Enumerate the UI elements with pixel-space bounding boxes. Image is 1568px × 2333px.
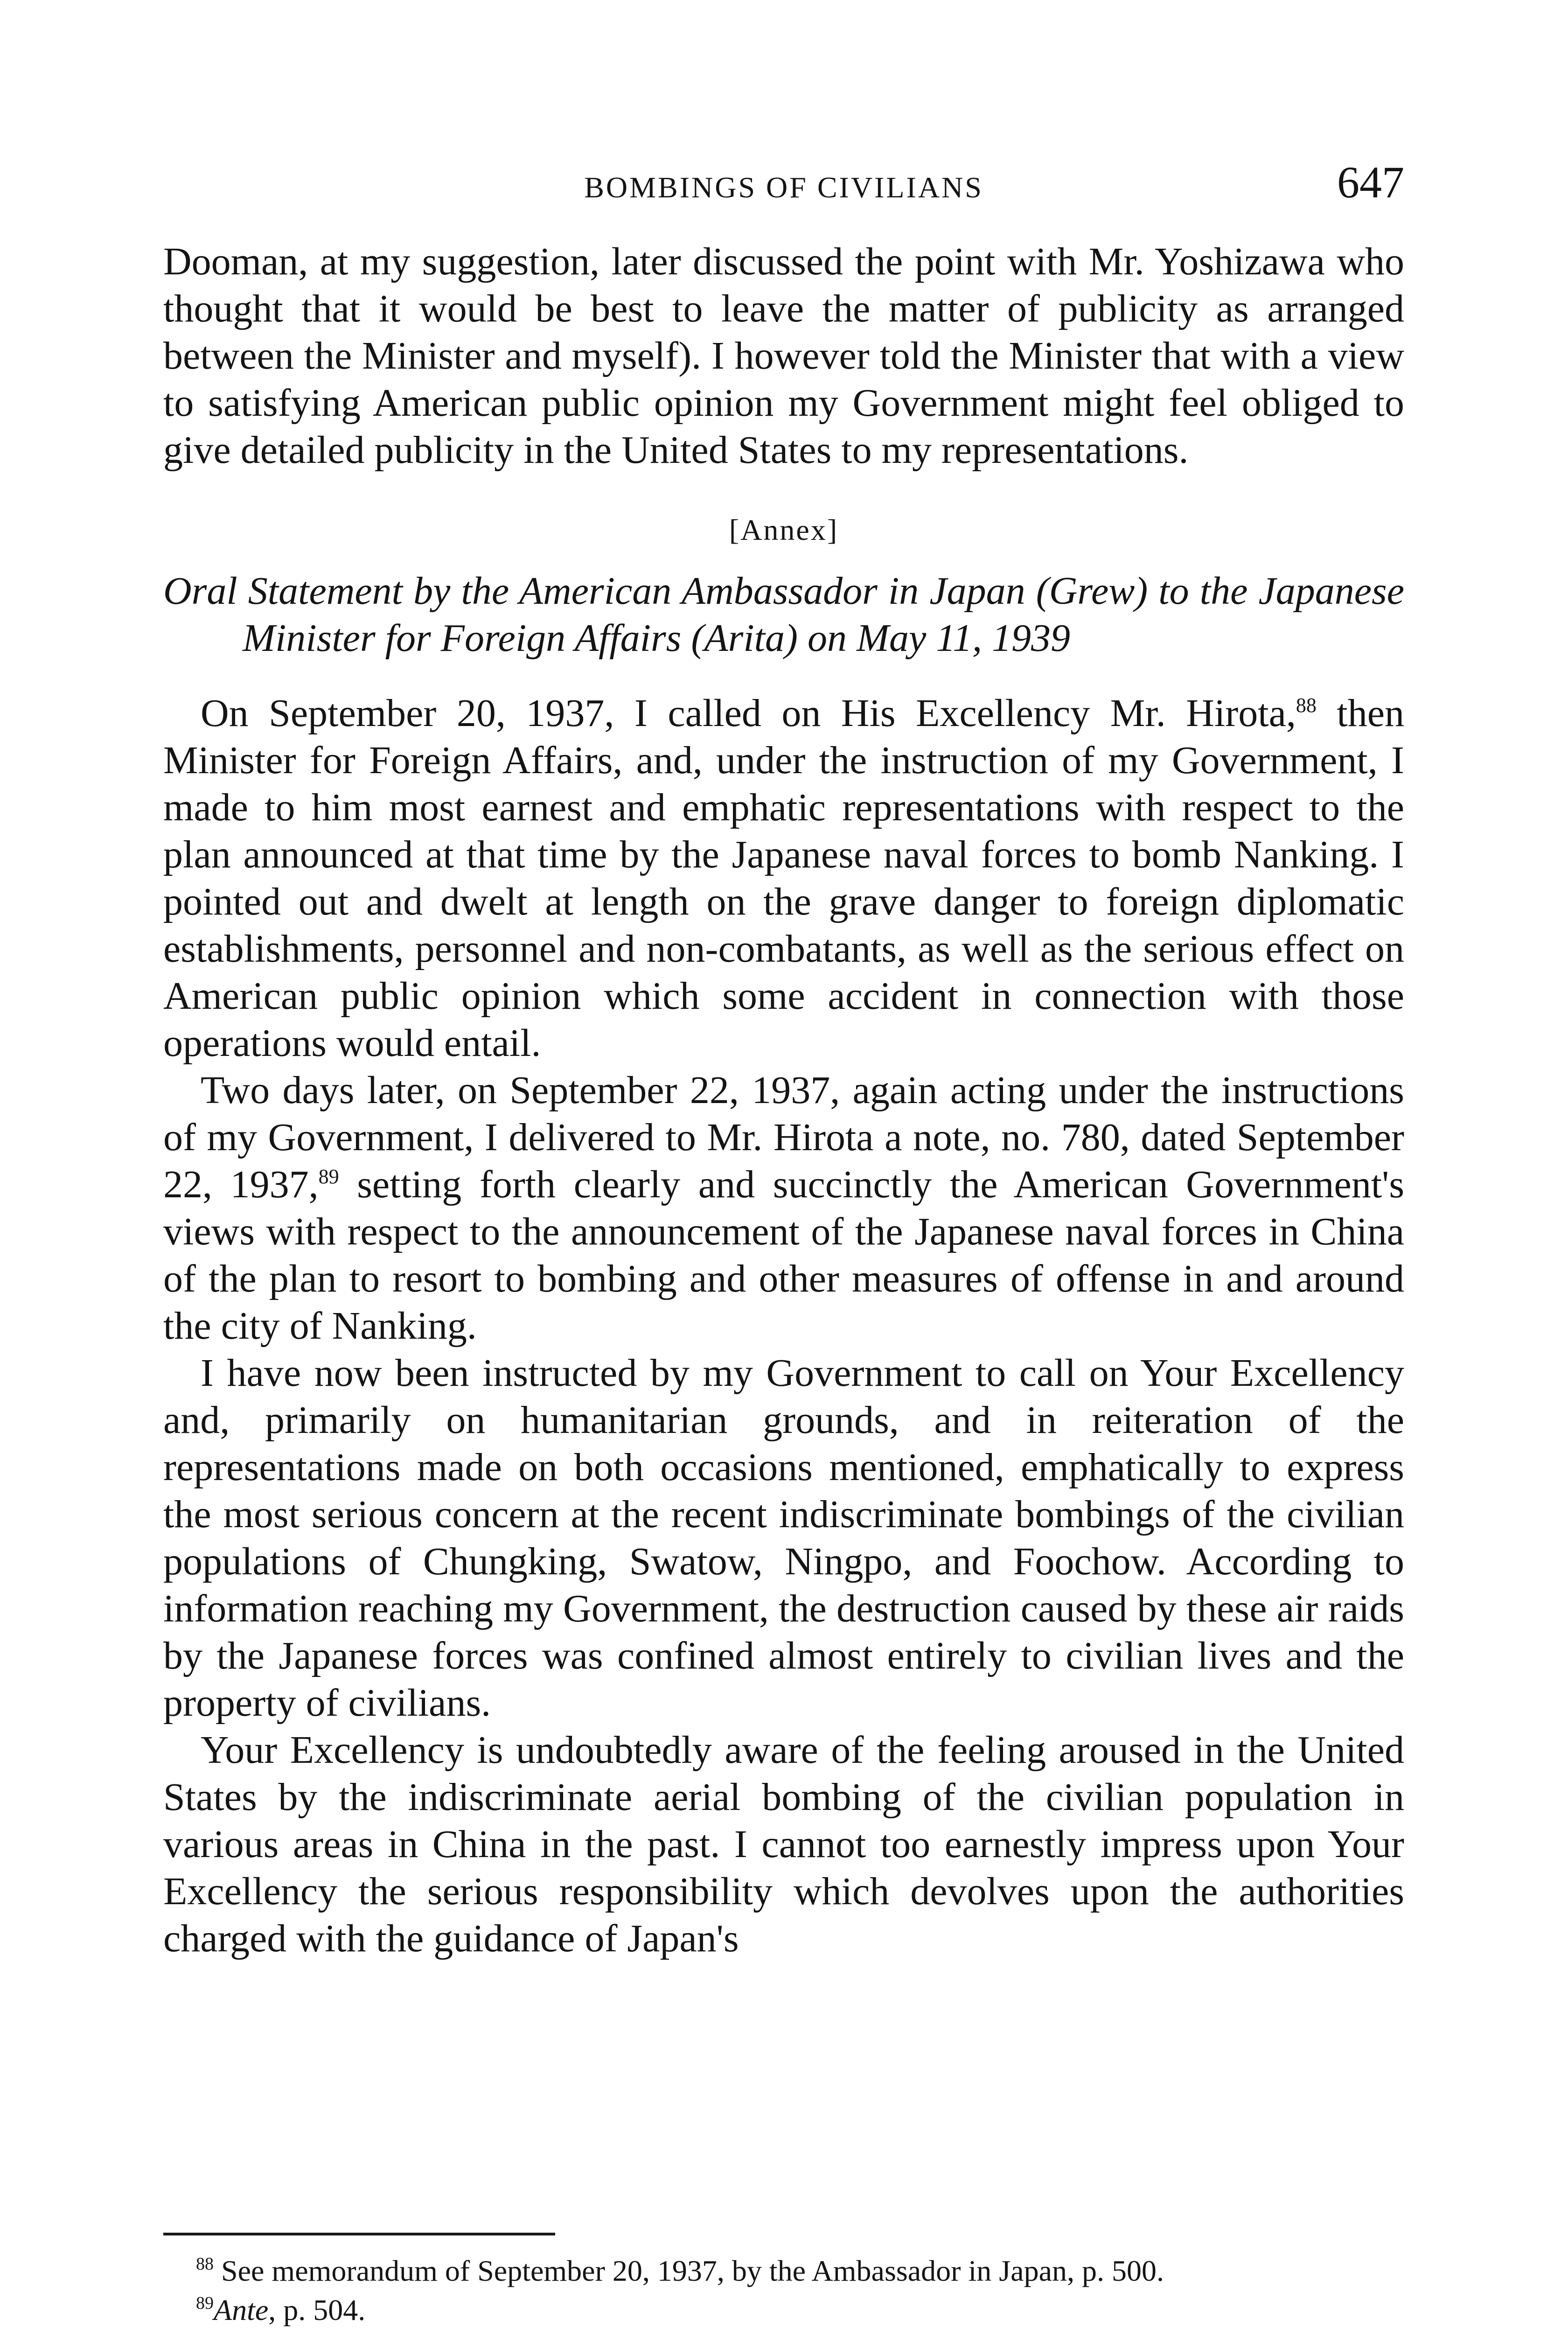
document-page	[163, 0, 1404, 2333]
footnote-89	[196, 2291, 1404, 2330]
footnote-89-mark: 89	[196, 2293, 214, 2313]
footnote-89-ante: Ante	[214, 2293, 269, 2326]
footnote-88	[196, 2251, 1404, 2291]
footnote-divider	[163, 2233, 555, 2235]
paragraph-1-text-b: then Minister for Foreign Affairs, and, under the instruction of my Government, I made to him most earnest and emphatic representations with respect to the plan announced at that time by the Japanese naval forces to bomb Nanking. I pointed out and dwelt at length on the grave danger to foreign diplomatic establishments, personnel and non-combatants, as well as the serious effect on American public opinion which some accident in connection with those operations would entail.	[163, 692, 1405, 1065]
footnote-ref-88: 88	[1296, 694, 1317, 717]
footnote-88-text: See memorandum of September 20, 1937, by the Ambassador in Japan, p. 500.	[214, 2254, 1164, 2287]
page-number: 647	[1337, 157, 1404, 207]
annex-subtitle: Oral Statement by the American Ambassador in Japan (Grew) to the Japanese Minister for Foreign Affairs (Arita) on May 11, 1939	[163, 569, 1404, 660]
running-title: BOMBINGS OF CIVILIANS	[584, 171, 983, 204]
footnote-ref-89: 89	[318, 1165, 339, 1188]
footnote-88-mark: 88	[196, 2254, 214, 2274]
paragraph-2	[163, 1067, 1404, 1349]
body-text	[163, 238, 1404, 1962]
paragraph-1-text-a: On September 20, 1937, I called on His Excellency Mr. Hirota,	[201, 692, 1296, 735]
footnotes	[196, 2251, 1404, 2330]
paragraph-3: I have now been instructed by my Government to call on Your Excellency and, primarily on humanitarian grounds, and in reiteration of the representations made on both occasions mentioned, emphatically to express the most serious concern at the recent indiscriminate bombings of the civilian populations of Chungking, Swatow, Ningpo, and Foochow. According to information reaching my Government, the destruction caused by these air raids by the Japanese forces was confined almost entirely to civilian lives and the property of civilians.	[163, 1351, 1404, 1725]
paragraph-4: Your Excellency is undoubtedly aware of the feeling aroused in the United States by the indiscriminate aerial bombing of the civilian population in various areas in China in the past. I cannot too earnestly impress upon Your Excellency the serious responsibility which devolves upon the authorities charged with the guidance of Japan's	[163, 1728, 1404, 1960]
annex-label: [Annex]	[729, 513, 839, 546]
footnote-89-text: , p. 504.	[268, 2293, 366, 2326]
intro-paragraph: Dooman, at my suggestion, later discussed the point with Mr. Yoshizawa who thought that it would be best to leave the matter of publicity as arranged between the Minister and myself). I however told the Minister that with a view to satisfying American public opinion my Government might feel obliged to give detailed publicity in the United States to my representations.	[163, 240, 1404, 472]
paragraph-2-text-a: Two days later, on September 22, 1937, again acting under the instructions of my Government, I delivered to Mr. Hirota a note, no. 780, dated September 22, 1937,	[163, 1069, 1404, 1206]
paragraph-2-text-b: setting forth clearly and succinctly the American Government's views with respect to the announcement of the Japanese naval forces in China of the plan to resort to bombing and other measures of offense in and around the city of Nanking.	[163, 1163, 1405, 1348]
page-header	[163, 156, 1404, 217]
paragraph-1	[163, 690, 1404, 1067]
